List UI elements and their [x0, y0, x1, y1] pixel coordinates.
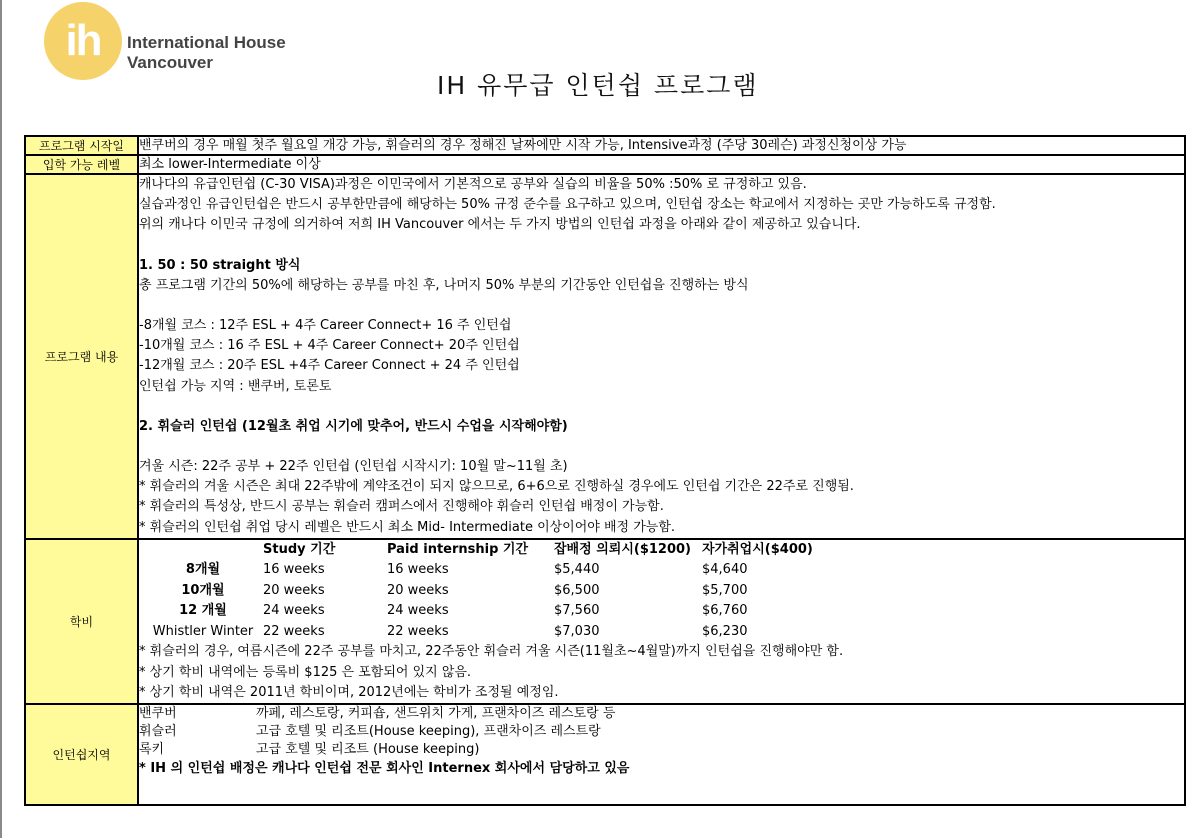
tuition-cell: 22 weeks — [387, 623, 449, 639]
whistler-line: 겨울 시즌: 22주 공부 + 22주 인턴쉽 (인턴쉽 시작시기: 10월 말~11월 초) — [139, 459, 568, 475]
ih-logo-mark: ih — [44, 2, 122, 80]
ih-logo-wordmark — [127, 33, 286, 73]
row-tuition — [25, 539, 1185, 704]
label-internship-regions: 인턴쉽지역 — [25, 704, 138, 805]
logo-line-2: Vancouver — [127, 53, 213, 72]
tuition-note: * 휘슬러의 경우, 여름시즌에 22주 공부를 마치고, 22주동안 휘슬러 겨울 시즌(11월초~4월말)까지 인턴쉽을 진행해야만 함. — [139, 644, 844, 660]
row-program-start — [25, 136, 1185, 155]
regions-note: * IH 의 인턴쉽 배정은 캐나다 인턴쉽 전문 회사인 Internex 회사에서 담당하고 있음 — [139, 760, 630, 776]
label-program-start: 프로그램 시작일 — [25, 136, 138, 155]
tuition-cell-course: 8개월 — [185, 562, 221, 578]
tuition-cell: $6,230 — [702, 623, 748, 639]
tuition-header: 잡배정 의뢰시($1200) — [554, 541, 691, 557]
region-name: 휘슬러 — [139, 723, 177, 739]
method1-title: 1. 50 : 50 straight 방식 — [139, 257, 301, 273]
region-row — [139, 705, 615, 723]
tuition-cell: 20 weeks — [263, 582, 325, 598]
tuition-cell: 16 weeks — [387, 562, 449, 578]
regions-table — [139, 705, 615, 759]
tuition-cell-course: 10개월 — [181, 582, 225, 598]
program-start-text: 밴쿠버의 경우 매월 첫주 월요일 개강 가능, 휘슬러의 경우 정해진 날짜에만 시작 가능, Intensive과정 (주당 30레슨) 과정신청이상 가능 — [138, 136, 1185, 155]
tuition-cell: $7,030 — [554, 623, 600, 639]
tuition-header: 자가취업시($400) — [702, 541, 813, 557]
course-line: -10개월 코스 : 16 주 ESL + 4주 Career Connect+ 20주 인턴쉽 — [139, 338, 520, 354]
row-internship-regions — [25, 704, 1185, 805]
region-row — [139, 741, 615, 759]
whistler-line: * 휘슬러의 인턴쉽 취업 당시 레벨은 반드시 최소 Mid- Intermediate 이상이어야 배정 가능함. — [139, 519, 676, 535]
tuition-cell: 22 weeks — [263, 623, 325, 639]
region-name: 밴쿠버 — [139, 705, 177, 721]
tuition-row — [143, 581, 842, 602]
method1-description: 총 프로그램 기간의 50%에 해당하는 공부를 마친 후, 나머지 50% 부분의 기간동안 인턴쉽을 진행하는 방식 — [139, 277, 749, 293]
row-program-content — [25, 174, 1185, 539]
tuition-cell: $4,640 — [702, 562, 748, 578]
label-program-content: 프로그램 내용 — [25, 174, 138, 539]
tuition-cell-course: Whistler Winter — [152, 623, 254, 639]
tuition-cell: 24 weeks — [387, 603, 449, 619]
region-desc: 까페, 레스토랑, 커피숍, 샌드위치 가게, 프랜차이즈 레스토랑 등 — [256, 705, 616, 721]
label-tuition: 학비 — [25, 539, 138, 704]
region-name: 록키 — [139, 741, 165, 757]
course-line: -12개월 코스 : 20주 ESL +4주 Career Connect + 24 주 인턴쉽 — [139, 358, 520, 374]
course-line: 인턴쉽 가능 지역 : 밴쿠버, 토론토 — [139, 378, 332, 394]
logo-line-1: International House — [127, 33, 286, 52]
tuition-header: Study 기간 — [263, 541, 336, 557]
tuition-row — [143, 560, 842, 581]
tuition-cell — [138, 539, 1185, 704]
tuition-header-row — [143, 540, 842, 561]
tuition-header — [143, 540, 263, 561]
region-desc: 고급 호텔 및 리조트 (House keeping) — [256, 741, 480, 757]
program-content-cell — [138, 174, 1185, 539]
course-line: -8개월 코스 : 12주 ESL + 4주 Career Connect+ 16 주 인턴쉽 — [139, 318, 512, 334]
region-desc: 고급 호텔 및 리조트(House keeping), 프랜차이즈 레스트랑 — [256, 723, 601, 739]
tuition-cell-course: 12 개월 — [179, 603, 227, 619]
tuition-note: * 상기 학비 내역에는 등록비 $125 은 포함되어 있지 않음. — [139, 664, 472, 680]
tuition-header: Paid internship 기간 — [387, 541, 529, 557]
intro-line: 캐나다의 유급인턴쉽 (C-30 VISA)과정은 이민국에서 기본적으로 공부와 실습의 비율을 50% :50% 로 규정하고 있음. — [139, 177, 807, 192]
regions-cell — [138, 704, 1185, 805]
tuition-cell: $6,760 — [702, 603, 748, 619]
region-row — [139, 723, 615, 741]
document-title: IH 유무급 인턴쉽 프로그램 — [437, 71, 759, 100]
tuition-cell: $6,500 — [554, 582, 600, 598]
intro-line: 위의 캐나다 이민국 규정에 의거하여 저희 IH Vancouver 에서는 두 가지 방법의 인턴쉽 과정을 아래와 같이 제공하고 있습니다. — [139, 217, 861, 233]
entry-level-text: 최소 lower-Intermediate 이상 — [138, 155, 1185, 174]
program-table — [24, 135, 1186, 806]
tuition-note: * 상기 학비 내역은 2011년 학비이며, 2012년에는 학비가 조정될 예정임. — [139, 684, 559, 700]
page-left-border — [0, 0, 2, 838]
tuition-cell: 24 weeks — [263, 603, 325, 619]
tuition-row — [143, 622, 842, 643]
label-entry-level: 입학 가능 레벨 — [25, 155, 138, 174]
whistler-line: * 휘슬러의 특성상, 반드시 공부는 휘슬러 캠퍼스에서 진행해야 휘슬러 인턴쉽 배정이 가능함. — [139, 499, 664, 515]
tuition-cell: $7,560 — [554, 603, 600, 619]
tuition-cell: 20 weeks — [387, 582, 449, 598]
row-entry-level — [25, 155, 1185, 174]
tuition-table — [143, 540, 842, 643]
tuition-cell: $5,440 — [554, 562, 600, 578]
intro-line: 실습과정인 유급인턴쉽은 반드시 공부한만큼에 해당하는 50% 규정 준수를 요구하고 있으며, 인턴쉽 장소는 학교에서 지정하는 곳만 가능하도록 규정함. — [139, 197, 996, 213]
whistler-line: * 휘슬러의 겨울 시즌은 최대 22주밖에 계약조건이 되지 않으므로, 6+6으로 진행하실 경우에도 인턴쉽 기간은 22주로 진행됨. — [139, 479, 854, 495]
tuition-cell: $5,700 — [702, 582, 748, 598]
tuition-cell: 16 weeks — [263, 562, 325, 578]
method2-title: 2. 휘슬러 인턴쉽 (12월초 취업 시기에 맞추어, 반드시 수업을 시작해야함) — [139, 418, 568, 434]
tuition-row — [143, 601, 842, 622]
